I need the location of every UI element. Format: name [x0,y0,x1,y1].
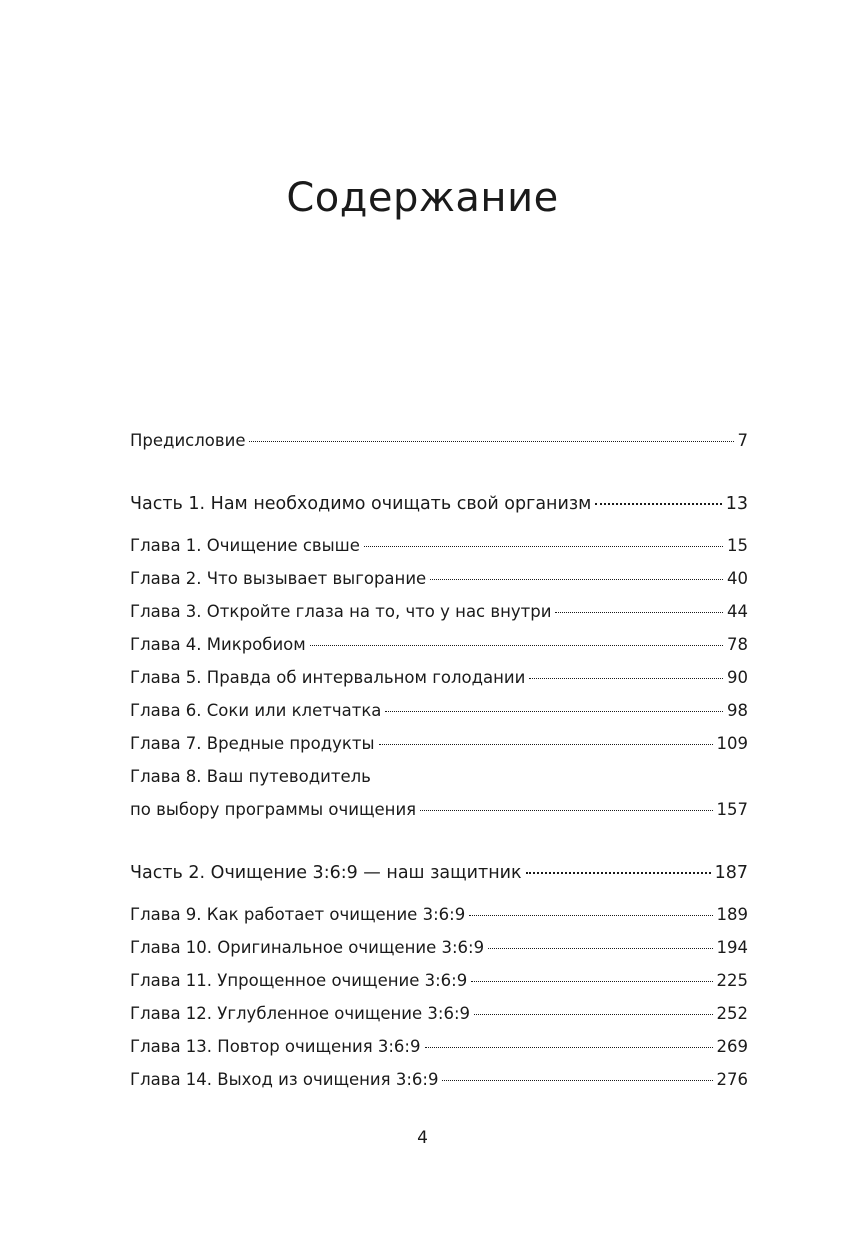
toc-entry-label: Глава 9. Как работает очищение 3:6:9 [130,905,466,924]
dot-leader [595,503,721,505]
toc-chapter-13 [130,1030,748,1063]
toc-entry-page: 225 [716,971,748,990]
dot-leader [249,441,733,442]
toc-entry-page: 157 [716,800,748,819]
dot-leader [488,948,712,949]
toc-part-label: Часть 1. Нам необходимо очищать свой организм [130,494,592,514]
toc-entry-page: 40 [727,569,748,588]
toc-entry-page: 194 [716,938,748,957]
toc-entry-label: Предисловие [130,431,246,450]
toc-entry-label: Глава 7. Вредные продукты [130,734,375,753]
toc-chapter-11 [130,964,748,997]
dot-leader [555,612,723,613]
toc-entry-page: 189 [716,905,748,924]
toc-entry-page: 15 [727,536,748,555]
dot-leader [310,645,723,646]
toc-chapter-12 [130,997,748,1030]
table-of-contents [130,424,748,1096]
toc-entry-page: 90 [727,668,748,687]
toc-entry-page: 78 [727,635,748,654]
toc-entry-page: 269 [716,1037,748,1056]
dot-leader [471,981,712,982]
toc-part-label: Часть 2. Очищение 3:6:9 — наш защитник [130,863,522,883]
dot-leader [425,1047,713,1048]
toc-part-page: 187 [714,863,748,883]
toc-part-page: 13 [725,494,748,514]
toc-chapter-2 [130,562,748,595]
page-title: Содержание [286,175,559,221]
dot-leader [526,872,711,874]
toc-entry-label: Глава 5. Правда об интервальном голодании [130,668,526,687]
toc-chapter-3 [130,595,748,628]
toc-chapter-4 [130,628,748,661]
dot-leader [364,546,723,547]
toc-entry-label: Глава 8. Ваш путеводитель [130,767,371,786]
toc-entry-page: 7 [737,431,748,450]
toc-chapter-7 [130,727,748,760]
toc-entry-label: Глава 2. Что вызывает выгорание [130,569,427,588]
toc-entry-page: 252 [716,1004,748,1023]
toc-entry-label: Глава 10. Оригинальное очищение 3:6:9 [130,938,485,957]
toc-entry-preface [130,424,748,457]
toc-entry-page: 44 [727,602,748,621]
toc-entry-label: по выбору программы очищения [130,800,417,819]
toc-chapter-9 [130,898,748,931]
toc-entry-page: 109 [716,734,748,753]
toc-entry-page: 276 [716,1070,748,1089]
toc-entry-label: Глава 11. Упрощенное очищение 3:6:9 [130,971,468,990]
dot-leader [529,678,723,679]
dot-leader [474,1014,712,1015]
toc-chapter-6 [130,694,748,727]
toc-entry-label: Глава 14. Выход из очищения 3:6:9 [130,1070,439,1089]
toc-chapter-5 [130,661,748,694]
dot-leader [469,915,712,916]
dot-leader [442,1080,712,1081]
dot-leader [420,810,712,811]
toc-chapter-8 [130,793,748,826]
toc-entry-page: 98 [727,701,748,720]
page-number: 4 [417,1128,428,1148]
toc-entry-label: Глава 1. Очищение свыше [130,536,360,555]
toc-entry-label: Глава 4. Микробиом [130,635,306,654]
toc-chapter-1 [130,529,748,562]
toc-chapter-8-line1 [130,760,748,793]
toc-part-2 [130,855,748,892]
toc-entry-label: Глава 3. Откройте глаза на то, что у нас внутри [130,602,552,621]
toc-entry-label: Глава 13. Повтор очищения 3:6:9 [130,1037,421,1056]
toc-entry-label: Глава 6. Соки или клетчатка [130,701,382,720]
toc-chapter-10 [130,931,748,964]
dot-leader [379,744,713,745]
dot-leader [430,579,723,580]
dot-leader [385,711,723,712]
toc-entry-label: Глава 12. Углубленное очищение 3:6:9 [130,1004,471,1023]
toc-part-1 [130,486,748,523]
toc-chapter-14 [130,1063,748,1096]
